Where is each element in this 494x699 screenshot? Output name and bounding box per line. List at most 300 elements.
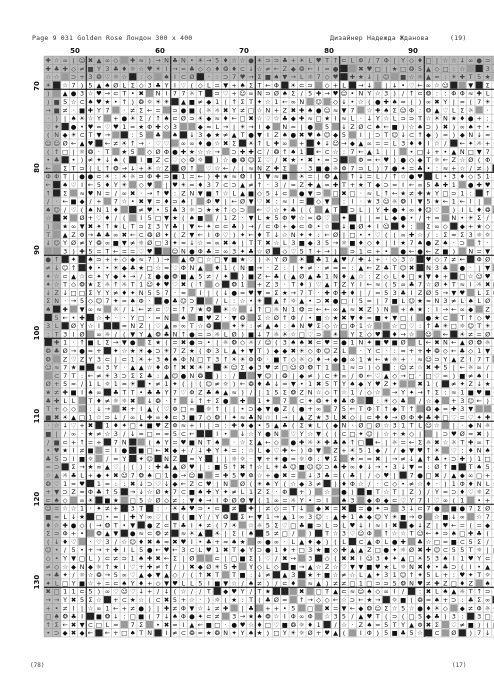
stitch-symbol: ∞	[273, 496, 280, 505]
stitch-symbol: ✖	[484, 280, 491, 289]
stitch-symbol: ❂	[87, 147, 94, 156]
stitch-symbol: ▲	[349, 272, 355, 281]
stitch-symbol: ■	[171, 172, 178, 181]
stitch-symbol: □	[408, 272, 415, 281]
stitch-symbol: /	[402, 89, 405, 98]
stitch-symbol: Z	[181, 346, 186, 355]
stitch-symbol: Y	[240, 587, 245, 596]
stitch-symbol: ★	[366, 197, 373, 206]
stitch-symbol: ■	[188, 488, 195, 497]
stitch-symbol: ♥	[442, 521, 449, 530]
stitch-symbol: T	[206, 438, 211, 447]
stitch-symbol: ✖	[417, 562, 423, 571]
stitch-symbol: +	[104, 255, 111, 264]
stitch-symbol: ⊂	[172, 413, 178, 422]
filled-cell	[332, 488, 339, 495]
stitch-symbol: 3	[88, 73, 93, 82]
stitch-symbol: ♥	[163, 546, 170, 555]
stitch-symbol: ∞	[459, 305, 465, 314]
stitch-symbol: ♦	[96, 396, 102, 405]
stitch-symbol: ☆	[87, 604, 94, 613]
stitch-symbol: ⊂	[121, 355, 127, 364]
stitch-symbol: •	[426, 164, 431, 173]
stitch-symbol: T	[468, 73, 473, 82]
stitch-symbol: ♥	[87, 189, 94, 198]
stitch-symbol: Σ	[215, 396, 220, 405]
stitch-symbol: ✚	[451, 405, 457, 414]
stitch-symbol: ▼	[257, 454, 262, 463]
stitch-symbol: )	[148, 56, 151, 65]
stitch-symbol: 5	[265, 421, 270, 430]
stitch-symbol: ●	[172, 147, 178, 156]
stitch-symbol: ✦	[256, 97, 263, 106]
stitch-symbol: Y	[401, 56, 406, 65]
stitch-symbol: ✚	[79, 313, 85, 322]
stitch-symbol: ♦	[341, 479, 347, 488]
stitch-symbol: Σ	[46, 529, 51, 538]
stitch-symbol: ✦	[476, 413, 482, 422]
stitch-symbol: ↓	[189, 239, 195, 248]
stitch-symbol: Y	[63, 595, 68, 604]
stitch-symbol: |	[402, 488, 405, 497]
stitch-symbol: ⊂	[180, 629, 187, 638]
stitch-symbol: ✚	[273, 164, 280, 173]
stitch-symbol: Φ	[485, 156, 491, 165]
stitch-symbol: ✖	[130, 479, 136, 488]
stitch-symbol: ♡	[138, 247, 145, 256]
stitch-symbol: ↓	[197, 446, 204, 455]
stitch-symbol: =	[155, 106, 161, 115]
stitch-symbol: •	[435, 562, 439, 571]
stitch-symbol: ✚	[146, 413, 153, 422]
stitch-symbol: ✦	[459, 380, 465, 389]
filled-cell	[467, 513, 474, 520]
stitch-symbol: L	[392, 139, 397, 148]
stitch-symbol: 3	[156, 355, 161, 364]
stitch-symbol: 7	[477, 355, 482, 364]
stitch-symbol: ☆	[332, 322, 339, 331]
stitch-symbol: L	[80, 471, 84, 480]
stitch-symbol: Φ	[375, 537, 381, 546]
stitch-symbol: ≈	[324, 64, 330, 73]
stitch-symbol: (	[182, 380, 185, 389]
stitch-symbol: (	[258, 595, 261, 604]
stitch-symbol: →	[79, 463, 85, 472]
stitch-symbol: 3	[392, 463, 397, 472]
stitch-symbol: ●	[417, 471, 423, 480]
stitch-symbol: ≠	[231, 488, 237, 497]
stitch-symbol: Σ	[96, 280, 101, 289]
stitch-symbol: I	[275, 413, 278, 422]
stitch-symbol: T	[485, 438, 490, 447]
stitch-symbol: :	[283, 322, 286, 331]
stitch-symbol: )	[486, 164, 489, 173]
stitch-symbol: ▼	[71, 554, 77, 563]
filled-cell	[450, 223, 457, 230]
stitch-symbol: ♠	[467, 122, 474, 131]
filled-cell	[315, 604, 322, 611]
stitch-symbol: Ø	[409, 546, 415, 555]
stitch-symbol: ☆	[248, 429, 254, 438]
stitch-symbol: ●	[391, 205, 398, 214]
filled-cell	[205, 90, 212, 97]
stitch-symbol: ⊃	[273, 56, 280, 65]
stitch-symbol: ∞	[79, 496, 85, 505]
stitch-symbol: ❂	[299, 64, 305, 73]
stitch-symbol: )	[477, 620, 481, 629]
stitch-symbol: ♡	[96, 214, 102, 223]
stitch-symbol: 1	[401, 421, 406, 430]
stitch-symbol: 1	[460, 189, 465, 198]
stitch-symbol: ◇	[240, 338, 246, 347]
stitch-symbol: +	[307, 405, 313, 414]
stitch-symbol: ☼	[467, 363, 474, 372]
filled-cell	[450, 604, 457, 611]
stitch-symbol: /	[292, 529, 295, 538]
stitch-symbol: ↓	[45, 239, 51, 248]
stitch-symbol: |	[216, 338, 219, 347]
stitch-symbol: Z	[443, 579, 448, 588]
stitch-symbol: →	[45, 106, 51, 115]
filled-cell	[315, 613, 322, 620]
stitch-symbol: ◇	[273, 438, 279, 447]
stitch-symbol: ☆	[62, 81, 68, 90]
stitch-symbol: ⊂	[459, 537, 465, 546]
stitch-symbol: ◇	[333, 546, 338, 555]
stitch-symbol: ✖	[282, 471, 288, 480]
stitch-symbol: L	[418, 338, 422, 347]
stitch-symbol: :	[241, 595, 244, 604]
stitch-symbol: ♦	[112, 205, 119, 214]
stitch-symbol: ▲	[265, 322, 271, 331]
stitch-symbol: ♡	[172, 263, 178, 272]
stitch-symbol: ★	[239, 255, 246, 264]
stitch-symbol: ⊂	[442, 313, 449, 322]
stitch-symbol: ⊃	[197, 338, 204, 347]
stitch-symbol: □	[349, 579, 356, 588]
stitch-symbol: ⊂	[366, 413, 373, 422]
stitch-symbol: ♣	[281, 114, 288, 123]
stitch-symbol: ▼	[257, 131, 262, 140]
stitch-symbol: Φ	[45, 172, 51, 181]
stitch-symbol: +	[349, 180, 356, 189]
stitch-symbol: ↓	[366, 73, 373, 82]
stitch-symbol: ■	[70, 388, 77, 397]
stitch-symbol: ∞	[442, 496, 449, 505]
stitch-symbol: ★	[307, 571, 314, 580]
stitch-symbol: :	[89, 405, 92, 414]
stitch-symbol: □	[53, 587, 60, 596]
stitch-symbol: ☆	[256, 463, 263, 472]
stitch-symbol: ★	[112, 222, 119, 231]
stitch-symbol: Σ	[485, 81, 490, 90]
stitch-symbol: 1	[105, 421, 110, 430]
stitch-symbol: Φ	[273, 222, 279, 231]
stitch-symbol: ●	[298, 405, 305, 414]
stitch-symbol: ☆	[87, 322, 94, 331]
stitch-symbol: 1	[485, 172, 490, 181]
stitch-symbol: ⊂	[155, 595, 161, 604]
stitch-symbol: ✚	[239, 396, 246, 405]
stitch-symbol: +	[256, 280, 263, 289]
stitch-symbol: Φ	[147, 172, 153, 181]
stitch-symbol: Φ	[248, 471, 254, 480]
stitch-symbol: ✚	[206, 446, 212, 455]
stitch-symbol: ☆	[96, 595, 102, 604]
stitch-symbol: /	[359, 388, 362, 397]
stitch-symbol: ☆	[332, 562, 339, 571]
filled-cell	[78, 264, 85, 271]
stitch-symbol: ≈	[400, 97, 406, 106]
stitch-symbol: ♦	[104, 214, 111, 223]
stitch-symbol: ≠	[222, 131, 229, 140]
stitch-symbol: +	[290, 56, 296, 65]
stitch-symbol: )	[207, 172, 211, 181]
stitch-symbol: ◇	[366, 388, 372, 397]
stitch-symbol: ❂	[96, 571, 102, 580]
stitch-symbol: |	[452, 363, 455, 372]
column-label-50: 50	[70, 47, 80, 55]
filled-cell	[298, 530, 305, 537]
stitch-symbol: ✖	[341, 189, 347, 198]
stitch-symbol: 7	[181, 89, 186, 98]
stitch-symbol: (	[156, 405, 160, 414]
stitch-symbol: ●	[79, 172, 85, 181]
filled-cell	[205, 297, 212, 304]
stitch-symbol: ★	[383, 562, 390, 571]
stitch-symbol: ☼	[400, 562, 406, 571]
stitch-symbol: ❂	[45, 346, 51, 355]
stitch-symbol: ←	[87, 180, 94, 189]
stitch-symbol: ●	[231, 288, 237, 297]
stitch-symbol: ♦	[417, 139, 423, 148]
stitch-symbol: =	[113, 512, 119, 521]
stitch-symbol: ⊃	[70, 73, 77, 82]
filled-cell	[442, 629, 449, 636]
stitch-symbol: ≠	[155, 380, 161, 389]
filled-cell	[112, 131, 119, 138]
stitch-symbol: Z	[155, 521, 161, 530]
stitch-symbol: ❂	[282, 371, 288, 380]
stitch-symbol: ☺	[340, 89, 348, 98]
stitch-symbol: ⊂	[341, 587, 347, 596]
stitch-symbol: ∞	[223, 247, 229, 256]
stitch-symbol: 3	[113, 429, 118, 438]
stitch-symbol: □	[315, 587, 322, 596]
stitch-symbol: Σ	[257, 73, 262, 82]
stitch-symbol: ∞	[214, 239, 220, 248]
stitch-symbol: (	[224, 405, 227, 414]
stitch-symbol: ⊃	[484, 56, 491, 65]
stitch-symbol: ⊂	[104, 554, 111, 563]
stitch-symbol: ♣	[172, 56, 178, 65]
stitch-symbol: +	[87, 471, 94, 480]
stitch-symbol: •	[46, 156, 51, 165]
stitch-symbol: I	[326, 496, 329, 505]
stitch-symbol: ▲	[324, 280, 330, 289]
stitch-symbol: ♠	[70, 114, 77, 123]
stitch-symbol: ♠	[45, 305, 52, 314]
filled-cell	[366, 438, 373, 445]
stitch-symbol: Σ	[333, 454, 338, 463]
filled-cell	[95, 497, 102, 504]
stitch-symbol: ☺	[382, 222, 390, 231]
filled-cell	[247, 206, 254, 213]
stitch-symbol: (	[123, 330, 126, 339]
stitch-symbol: 3	[392, 421, 397, 430]
stitch-symbol: ⊃	[248, 405, 254, 414]
stitch-symbol: ✖	[87, 421, 94, 430]
filled-cell	[416, 314, 423, 321]
stitch-symbol: ☺	[442, 81, 449, 90]
stitch-symbol: ▲	[96, 81, 102, 90]
filled-cell	[180, 397, 187, 404]
stitch-symbol: ▲	[417, 454, 423, 463]
stitch-symbol: =	[307, 305, 313, 314]
stitch-symbol: ✖	[391, 521, 398, 530]
stitch-symbol: ☀	[155, 64, 161, 73]
stitch-symbol: ♠	[467, 297, 474, 306]
stitch-symbol: ≠	[273, 529, 280, 538]
stitch-symbol: =	[332, 471, 339, 480]
stitch-symbol: ✚	[53, 338, 60, 347]
stitch-symbol: ·	[359, 114, 362, 123]
stitch-symbol: ↑	[155, 189, 161, 198]
stitch-symbol: ★	[450, 114, 457, 123]
stitch-symbol: Y	[215, 488, 220, 497]
stitch-symbol: ✦	[96, 222, 102, 231]
stitch-symbol: ▼	[426, 272, 431, 281]
stitch-symbol: ⊂	[282, 189, 288, 198]
stitch-symbol: •	[308, 297, 313, 306]
stitch-symbol: Y	[80, 322, 84, 331]
stitch-symbol: ▲	[358, 139, 364, 148]
stitch-symbol: (	[283, 479, 287, 488]
stitch-symbol: /	[385, 172, 388, 181]
stitch-symbol: •	[147, 380, 152, 389]
stitch-symbol: ☼	[205, 106, 212, 115]
stitch-symbol: Φ	[180, 263, 186, 272]
stitch-symbol: 1	[164, 471, 169, 480]
stitch-symbol: Z	[485, 488, 490, 497]
stitch-symbol: 5	[426, 554, 431, 563]
row-label-100: 100	[33, 325, 41, 341]
stitch-symbol: □	[138, 313, 145, 322]
stitch-symbol: ■	[197, 313, 204, 322]
stitch-symbol: ☆	[324, 612, 330, 621]
stitch-symbol: L	[316, 421, 321, 430]
stitch-symbol: ✚	[222, 471, 229, 480]
stitch-symbol: 5	[443, 363, 448, 372]
stitch-symbol: L	[468, 205, 473, 214]
filled-cell	[476, 82, 483, 89]
stitch-symbol: ◆	[392, 405, 398, 414]
filled-cell	[290, 165, 297, 172]
stitch-symbol: |	[376, 429, 379, 438]
stitch-symbol: I	[368, 521, 371, 530]
stitch-symbol: ♡	[155, 479, 161, 488]
stitch-symbol: 3	[316, 239, 321, 248]
stitch-symbol: L	[63, 512, 67, 521]
stitch-symbol: Y	[443, 355, 448, 364]
stitch-symbol: /	[385, 446, 388, 455]
stitch-symbol: □	[298, 330, 305, 339]
stitch-symbol: ▼	[155, 571, 161, 580]
stitch-symbol: =	[332, 604, 339, 613]
stitch-symbol: ·	[165, 396, 168, 405]
stitch-symbol: ≠	[231, 504, 237, 513]
stitch-symbol: ★	[189, 147, 195, 156]
stitch-symbol: Ø	[468, 338, 474, 347]
stitch-symbol: •	[477, 562, 482, 571]
stitch-symbol: ◆	[400, 446, 406, 455]
stitch-symbol: •	[282, 604, 287, 613]
stitch-symbol: ✚	[248, 504, 254, 513]
stitch-symbol: ←	[155, 546, 161, 555]
stitch-symbol: ♥	[417, 579, 423, 588]
stitch-symbol: ♠	[248, 579, 254, 588]
stitch-symbol: ✦	[231, 629, 237, 638]
stitch-symbol: L	[342, 521, 346, 530]
stitch-symbol: ◇	[324, 322, 330, 331]
stitch-symbol: ∞	[349, 355, 356, 364]
stitch-symbol: ☆	[434, 81, 440, 90]
stitch-symbol: ←	[172, 546, 178, 555]
filled-cell	[349, 347, 356, 354]
stitch-symbol: Φ	[366, 629, 372, 638]
stitch-symbol: ↑	[282, 147, 288, 156]
filled-cell	[78, 405, 85, 412]
stitch-symbol: ☼	[290, 297, 297, 306]
stitch-symbol: •	[206, 504, 211, 513]
stitch-symbol: =	[104, 479, 111, 488]
stitch-symbol: ≈	[180, 288, 187, 297]
stitch-symbol: 5	[139, 496, 144, 505]
stitch-symbol: ✖	[163, 595, 170, 604]
stitch-symbol: Φ	[341, 164, 347, 173]
stitch-symbol: Y	[96, 64, 101, 73]
stitch-symbol: Ø	[273, 595, 279, 604]
stitch-symbol: ▲	[197, 529, 203, 538]
stitch-symbol: ◆	[468, 305, 474, 314]
stitch-symbol: I	[351, 297, 354, 306]
stitch-symbol: ⊂	[324, 371, 330, 380]
stitch-symbol: ⊃	[256, 546, 263, 555]
stitch-symbol: ✚	[146, 554, 153, 563]
stitch-symbol: Ø	[425, 288, 431, 297]
stitch-symbol: ⊃	[442, 429, 449, 438]
stitch-symbol: ◆	[333, 131, 338, 140]
stitch-symbol: ↓	[256, 571, 263, 580]
stitch-symbol: ☺	[44, 363, 52, 372]
stitch-symbol: ☺	[467, 396, 475, 405]
stitch-symbol: ✦	[400, 164, 406, 173]
stitch-symbol: ★	[417, 272, 423, 281]
stitch-symbol: ♥	[349, 521, 356, 530]
stitch-symbol: ♥	[180, 537, 187, 546]
row-label-120: 120	[33, 491, 41, 507]
stitch-symbol: N	[476, 479, 482, 488]
filled-cell	[138, 521, 145, 528]
stitch-symbol: 5	[223, 562, 228, 571]
stitch-symbol: ✦	[231, 322, 237, 331]
stitch-symbol: =	[197, 629, 204, 638]
stitch-symbol: ❂	[231, 338, 237, 347]
stitch-symbol: Y	[96, 106, 101, 115]
stitch-symbol: ◇	[88, 297, 93, 306]
stitch-symbol: ↑	[282, 313, 288, 322]
stitch-symbol: ♦	[256, 380, 263, 389]
